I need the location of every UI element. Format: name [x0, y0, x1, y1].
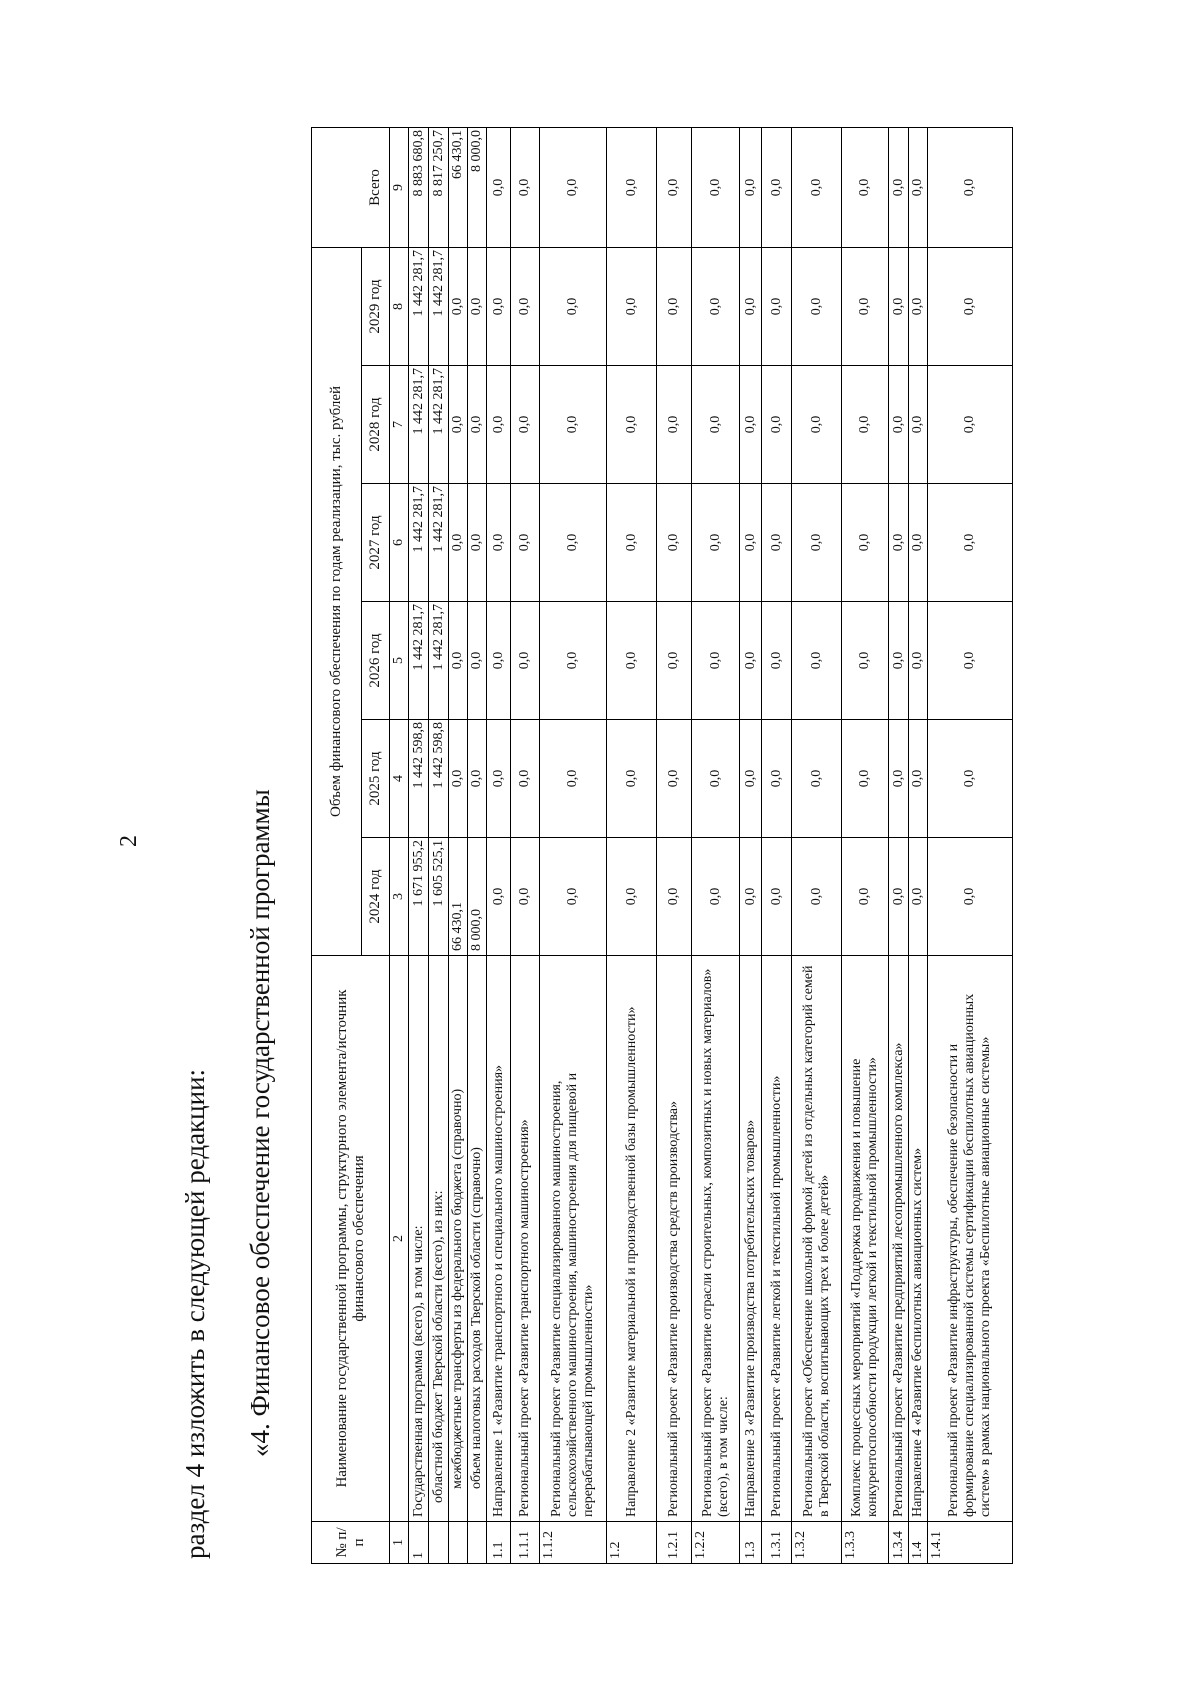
cell-2026: 0,0: [889, 602, 909, 720]
cell-2028: 0,0: [540, 366, 607, 484]
cell-2025: 0,0: [657, 720, 692, 838]
cell-2029: 0,0: [928, 247, 1013, 365]
cell-2028: 0,0: [792, 366, 842, 484]
cell-2028: 0,0: [607, 366, 657, 484]
intro-text: раздел 4 изложить в следующей редакции:: [180, 1068, 210, 1559]
section-title: «4. Финансовое обеспечение государственной программы: [245, 789, 275, 1457]
cell-2025: 0,0: [540, 720, 607, 838]
cell-2024: 0,0: [487, 838, 511, 956]
cell-2024: 0,0: [657, 838, 692, 956]
cell-2026: 0,0: [692, 602, 740, 720]
cell-2029: 0,0: [657, 247, 692, 365]
header-total: Всего: [362, 127, 390, 247]
cell-2025: 0,0: [740, 720, 762, 838]
row-number: 1.1.1: [511, 1522, 540, 1564]
row-name: Региональный проект «Развитие легкой и текстильной промышленности»: [762, 956, 792, 1522]
cell-2029: 0,0: [909, 247, 928, 365]
cell-2026: 0,0: [607, 602, 657, 720]
cell-2026: 0,0: [468, 602, 487, 720]
cell-2024: 0,0: [692, 838, 740, 956]
row-name: Государственная программа (всего), в том числе:: [409, 956, 429, 1522]
cell-2029: 0,0: [468, 247, 487, 365]
table-row: [511, 127, 540, 1563]
row-name: Региональный проект «Развитие транспортного машиностроения»: [511, 956, 540, 1522]
table-row: [607, 127, 657, 1563]
row-number: 1: [409, 1522, 429, 1564]
cell-total: 0,0: [909, 127, 928, 247]
cell-2028: 0,0: [487, 366, 511, 484]
row-number: 1.4: [909, 1522, 928, 1564]
cell-2028: 0,0: [511, 366, 540, 484]
cell-2029: 1 442 281,7: [429, 247, 449, 365]
cell-total: 8 000,0: [468, 127, 487, 247]
row-name: Комплекс процессных мероприятий «Поддержка продвижения и повышение конкурентоспособности продукции легкой и текстильной промышленности»: [842, 956, 889, 1522]
table-row: [540, 127, 607, 1563]
cell-2028: 1 442 281,7: [429, 366, 449, 484]
cell-2024: 0,0: [540, 838, 607, 956]
header-spacer: [312, 127, 362, 247]
cell-2024: 66 430,1: [449, 838, 468, 956]
header-year: 2028 год: [362, 366, 390, 484]
cell-total: 0,0: [657, 127, 692, 247]
cell-total: 0,0: [762, 127, 792, 247]
cell-2024: 1 671 955,2: [409, 838, 429, 956]
header-num: № п/п: [312, 1522, 390, 1564]
cell-2029: 0,0: [740, 247, 762, 365]
cell-2024: 0,0: [928, 838, 1013, 956]
column-number: 3: [390, 838, 409, 956]
cell-2029: 0,0: [607, 247, 657, 365]
row-number: 1.2: [607, 1522, 657, 1564]
table-row: [409, 127, 429, 1563]
cell-2027: 0,0: [928, 484, 1013, 602]
cell-2028: 0,0: [889, 366, 909, 484]
cell-2025: 0,0: [468, 720, 487, 838]
cell-2029: 0,0: [842, 247, 889, 365]
row-number: [449, 1522, 468, 1564]
header-name: Наименование государственной программы, структурного элемента/источник финансового обеспечения: [312, 956, 390, 1522]
cell-2029: 0,0: [692, 247, 740, 365]
cell-2025: 0,0: [928, 720, 1013, 838]
cell-2028: 0,0: [449, 366, 468, 484]
cell-2025: 0,0: [909, 720, 928, 838]
table-row: [842, 127, 889, 1563]
cell-2025: 0,0: [487, 720, 511, 838]
cell-2027: 0,0: [511, 484, 540, 602]
cell-2028: 0,0: [468, 366, 487, 484]
row-number: 1.3.1: [762, 1522, 792, 1564]
cell-2025: 0,0: [511, 720, 540, 838]
table-row: [429, 127, 449, 1563]
cell-2026: 0,0: [540, 602, 607, 720]
cell-total: 8 817 250,7: [429, 127, 449, 247]
cell-total: 0,0: [740, 127, 762, 247]
cell-2029: 0,0: [449, 247, 468, 365]
row-name: областной бюджет Тверской области (всего), из них:: [429, 956, 449, 1522]
cell-2026: 0,0: [762, 602, 792, 720]
cell-2027: 0,0: [762, 484, 792, 602]
row-number: 1.2.2: [692, 1522, 740, 1564]
cell-2029: 0,0: [889, 247, 909, 365]
table-row: [928, 127, 1013, 1563]
cell-2027: 0,0: [692, 484, 740, 602]
cell-2029: 0,0: [792, 247, 842, 365]
cell-2025: 0,0: [449, 720, 468, 838]
column-number: 1: [390, 1522, 409, 1564]
cell-2025: 0,0: [842, 720, 889, 838]
cell-2028: 0,0: [740, 366, 762, 484]
header-year: 2025 год: [362, 720, 390, 838]
cell-2026: 0,0: [842, 602, 889, 720]
cell-2028: 0,0: [657, 366, 692, 484]
cell-2028: 0,0: [909, 366, 928, 484]
cell-2027: 1 442 281,7: [409, 484, 429, 602]
row-number: 1.4.1: [928, 1522, 1013, 1564]
row-name: Региональный проект «Развитие предприятий лесопромышленного комплекса»: [889, 956, 909, 1522]
table-row: [889, 127, 909, 1563]
row-name: Региональный проект «Развитие специализированного машиностроения, сельскохозяйственного машиностроения, машиностроения для пищевой и перерабатывающей промышленности»: [540, 956, 607, 1522]
row-number: 1.3.2: [792, 1522, 842, 1564]
cell-total: 0,0: [540, 127, 607, 247]
column-number: 7: [390, 366, 409, 484]
cell-2024: 0,0: [740, 838, 762, 956]
header-volume: Объем финансового обеспечения по годам реализации, тыс. рублей: [312, 247, 362, 955]
row-number: 1.1.2: [540, 1522, 607, 1564]
header-year: 2026 год: [362, 602, 390, 720]
cell-2029: 0,0: [540, 247, 607, 365]
column-number: 6: [390, 484, 409, 602]
cell-2026: 1 442 281,7: [429, 602, 449, 720]
cell-2027: 0,0: [842, 484, 889, 602]
row-name: Региональный проект «Развитие отрасли строительных, композитных и новых материалов» (всего), в том числе:: [692, 956, 740, 1522]
row-name: Региональный проект «Развитие производства средств производства»: [657, 956, 692, 1522]
cell-2025: 0,0: [889, 720, 909, 838]
financing-table: [311, 127, 1013, 1564]
header-year: 2027 год: [362, 484, 390, 602]
cell-2027: 1 442 281,7: [429, 484, 449, 602]
table-row: [792, 127, 842, 1563]
column-number: 5: [390, 602, 409, 720]
cell-2025: 0,0: [762, 720, 792, 838]
cell-2026: 0,0: [511, 602, 540, 720]
page-number: 2: [116, 835, 142, 847]
cell-2024: 0,0: [511, 838, 540, 956]
cell-total: 0,0: [487, 127, 511, 247]
column-number: 4: [390, 720, 409, 838]
row-number: 1.2.1: [657, 1522, 692, 1564]
cell-2024: 0,0: [607, 838, 657, 956]
row-name: Направление 2 «Развитие материальной и производственной базы промышленности»: [607, 956, 657, 1522]
cell-2025: 1 442 598,8: [409, 720, 429, 838]
row-number: [429, 1522, 449, 1564]
table-row: [740, 127, 762, 1563]
header-year: 2029 год: [362, 247, 390, 365]
cell-2026: 0,0: [928, 602, 1013, 720]
column-number: 2: [390, 956, 409, 1522]
cell-total: 0,0: [792, 127, 842, 247]
table-row: [449, 127, 468, 1563]
cell-2027: 0,0: [468, 484, 487, 602]
cell-2024: 1 605 525,1: [429, 838, 449, 956]
cell-2025: 0,0: [792, 720, 842, 838]
cell-2027: 0,0: [487, 484, 511, 602]
row-name: Региональный проект «Развитие инфраструктуры, обеспечение безопасности и формирование специализированной системы сертификации беспилотных авиационных систем» в рамках национального проекта «Беспилотные авиационные системы»: [928, 956, 1013, 1522]
table-row: [762, 127, 792, 1563]
table-row: [468, 127, 487, 1563]
cell-2026: 0,0: [909, 602, 928, 720]
row-name: Направление 1 «Развитие транспортного и специального машиностроения»: [487, 956, 511, 1522]
row-number: 1.1: [487, 1522, 511, 1564]
cell-2024: 8 000,0: [468, 838, 487, 956]
table-row: [487, 127, 511, 1563]
cell-2027: 0,0: [540, 484, 607, 602]
cell-2028: 0,0: [762, 366, 792, 484]
table-row: [692, 127, 740, 1563]
table-row: [657, 127, 692, 1563]
row-name: Направление 4 «Развитие беспилотных авиационных систем»: [909, 956, 928, 1522]
cell-2029: 0,0: [511, 247, 540, 365]
cell-2029: 0,0: [762, 247, 792, 365]
row-number: 1.3.4: [889, 1522, 909, 1564]
table-row: [909, 127, 928, 1563]
row-number: 1.3: [740, 1522, 762, 1564]
cell-2025: 1 442 598,8: [429, 720, 449, 838]
cell-2027: 0,0: [740, 484, 762, 602]
cell-2027: 0,0: [657, 484, 692, 602]
cell-total: 0,0: [511, 127, 540, 247]
cell-2024: 0,0: [889, 838, 909, 956]
cell-2026: 0,0: [487, 602, 511, 720]
cell-2026: 0,0: [657, 602, 692, 720]
column-number: 8: [390, 247, 409, 365]
row-name: объем налоговых расходов Тверской области (справочно): [468, 956, 487, 1522]
cell-2027: 0,0: [889, 484, 909, 602]
cell-2027: 0,0: [909, 484, 928, 602]
cell-total: 0,0: [842, 127, 889, 247]
cell-2028: 0,0: [692, 366, 740, 484]
cell-2026: 1 442 281,7: [409, 602, 429, 720]
cell-2025: 0,0: [692, 720, 740, 838]
cell-2026: 0,0: [449, 602, 468, 720]
cell-2026: 0,0: [792, 602, 842, 720]
header-year: 2024 год: [362, 838, 390, 956]
cell-2026: 0,0: [740, 602, 762, 720]
row-name: Направление 3 «Развитие производства потребительских товаров»: [740, 956, 762, 1522]
cell-total: 0,0: [607, 127, 657, 247]
cell-2027: 0,0: [607, 484, 657, 602]
cell-2027: 0,0: [449, 484, 468, 602]
row-name: межбюджетные трансферты из федерального бюджета (справочно): [449, 956, 468, 1522]
row-name: Региональный проект «Обеспечение школьной формой детей из отдельных категорий семей в Тверской области, воспитывающих трех и более детей»: [792, 956, 842, 1522]
cell-2024: 0,0: [842, 838, 889, 956]
row-number: [468, 1522, 487, 1564]
cell-total: 0,0: [692, 127, 740, 247]
row-number: 1.3.3: [842, 1522, 889, 1564]
cell-2024: 0,0: [792, 838, 842, 956]
cell-2028: 0,0: [842, 366, 889, 484]
cell-2027: 0,0: [792, 484, 842, 602]
cell-total: 8 883 680,8: [409, 127, 429, 247]
column-number: 9: [390, 127, 409, 247]
cell-2024: 0,0: [909, 838, 928, 956]
cell-2028: 1 442 281,7: [409, 366, 429, 484]
cell-total: 0,0: [928, 127, 1013, 247]
cell-2029: 1 442 281,7: [409, 247, 429, 365]
cell-2028: 0,0: [928, 366, 1013, 484]
cell-total: 0,0: [889, 127, 909, 247]
cell-2024: 0,0: [762, 838, 792, 956]
cell-total: 66 430,1: [449, 127, 468, 247]
cell-2025: 0,0: [607, 720, 657, 838]
cell-2029: 0,0: [487, 247, 511, 365]
